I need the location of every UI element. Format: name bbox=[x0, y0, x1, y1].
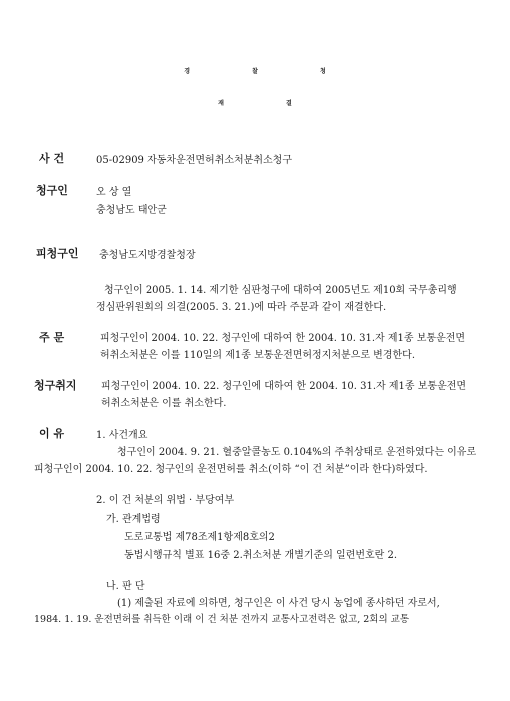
purpose-line-1: 피청구인이 2004. 10. 22. 청구인에 대하여 한 2004. 10. 31.자 제1종 보통운전면 bbox=[101, 381, 467, 392]
reason-section-2-b-heading: 나. 판 단 bbox=[106, 581, 145, 592]
respondent-label: 피청구인 bbox=[36, 247, 79, 260]
order-line-1: 피청구인이 2004. 10. 22. 청구인에 대하여 한 2004. 10. 31.자 제1종 보통운전면 bbox=[100, 333, 466, 344]
reason-section-1-line-1: 청구인이 2004. 9. 21. 혈중알콜농도 0.104%의 주취상태로 운전하였다는 이유로 bbox=[117, 447, 477, 458]
document-title-agency: 경 찰 청 bbox=[184, 68, 356, 75]
reason-label: 이 유 bbox=[39, 427, 65, 440]
reason-section-1-line-2: 피청구인이 2004. 10. 22. 청구인의 운전면허를 취소(이하 “이 건 처분”이라 한다)하였다. bbox=[34, 464, 428, 475]
intro-line-2: 정심판위원회의 의결(2005. 3. 21.)에 따라 주문과 같이 재결한다. bbox=[96, 302, 387, 313]
reason-section-2-a-heading: 가. 관계법령 bbox=[106, 514, 161, 525]
reason-section-2-a-item-1: 도로교통법 제78조제1항제8호의2 bbox=[124, 532, 275, 543]
purpose-label: 청구취지 bbox=[34, 379, 77, 392]
claimant-label: 청구인 bbox=[36, 184, 68, 197]
case-label: 사 건 bbox=[39, 152, 65, 165]
respondent-name: 충청남도지방경찰청장 bbox=[99, 250, 196, 261]
reason-section-2-b-line-1: (1) 제출된 자료에 의하면, 청구인은 이 사건 당시 농업에 종사하던 자로서, bbox=[117, 598, 440, 609]
intro-line-1: 청구인이 2005. 1. 14. 제기한 심판청구에 대하여 2005년도 제10회 국무총리행 bbox=[104, 285, 457, 296]
reason-section-2-heading: 2. 이 건 처분의 위법 · 부당여부 bbox=[96, 495, 235, 506]
document-title-decision: 재 결 bbox=[218, 100, 322, 107]
claimant-address: 충청남도 태안군 bbox=[96, 205, 167, 216]
order-label: 주 문 bbox=[39, 331, 65, 344]
claimant-name: 오 상 열 bbox=[96, 187, 132, 198]
reason-section-1-heading: 1. 사건개요 bbox=[96, 430, 148, 441]
reason-section-2-b-line-2: 1984. 1. 19. 운전면허를 취득한 이래 이 건 처분 전까지 교통사고전력은 없고, 2회의 교통 bbox=[34, 614, 410, 625]
case-text: 05-02909 자동차운전면허취소처분취소청구 bbox=[96, 155, 292, 166]
reason-section-2-a-item-2: 동법시행규칙 별표 16중 2.취소처분 개별기준의 일련번호란 2. bbox=[124, 550, 398, 561]
order-line-2: 허취소처분은 이를 110일의 제1종 보통운전면허정지처분으로 변경한다. bbox=[100, 350, 416, 361]
purpose-line-2: 허취소처분은 이를 취소한다. bbox=[101, 398, 227, 409]
